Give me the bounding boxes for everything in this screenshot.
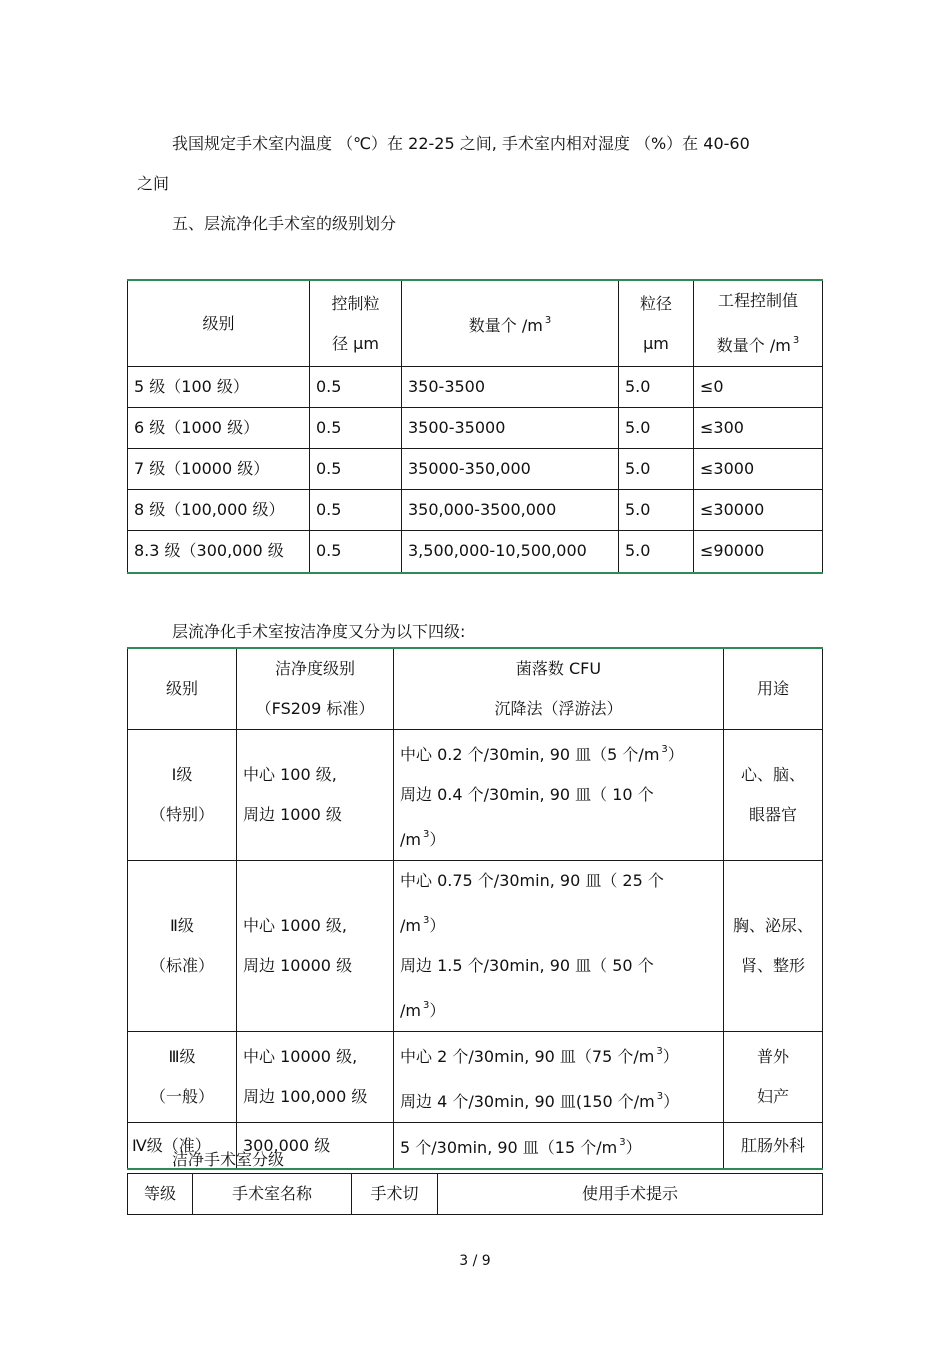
table-row	[128, 490, 823, 531]
table-header-row	[128, 648, 823, 730]
table-row	[128, 449, 823, 490]
table-header-row	[128, 1174, 823, 1215]
table-row	[128, 408, 823, 449]
cell-use: 胸、泌尿、 肾、整形	[724, 861, 823, 1032]
cell-level: 7 级（10000 级）	[128, 449, 310, 490]
header-cut: 手术切	[352, 1174, 438, 1215]
header-use: 用途	[724, 648, 823, 730]
table-row	[128, 367, 823, 408]
cell-use: 普外 妇产	[724, 1032, 823, 1123]
intro-line-2: 之间	[137, 174, 170, 193]
cell-level: 5 级（100 级）	[128, 367, 310, 408]
intro-line-1: 我国规定手术室内温度 （℃）在 22-25 之间, 手术室内相对湿度 （%）在 40-60	[172, 134, 750, 153]
cell-cfu: 中心 2 个/30min, 90 皿（75 个/m $^3$） 周边 4 个/30min, 90 皿(150 个/m $^3$）	[394, 1032, 724, 1123]
cell-psize: 5.0	[619, 408, 694, 449]
header-hint: 使用手术提示	[438, 1174, 823, 1215]
cell-eng: ≤300	[694, 408, 823, 449]
cell-count: 3500-35000	[402, 408, 619, 449]
table-row	[128, 531, 823, 573]
cell-level: Ⅲ级 （一般）	[128, 1032, 237, 1123]
cell-count: 35000-350,000	[402, 449, 619, 490]
table-row	[128, 730, 823, 861]
header-psize: 粒径 μm	[619, 280, 694, 367]
clean-room-heading: 洁净手术室分级	[172, 1150, 285, 1169]
cell-level: Ⅳ级（准）	[128, 1123, 237, 1170]
cell-cfu: 中心 0.75 个/30min, 90 皿（ 25 个 /m $^3$） 周边 1.5 个/30min, 90 皿（ 50 个 /m $^3$）	[394, 861, 724, 1032]
cell-cleanliness: 中心 1000 级, 周边 10000 级	[237, 861, 394, 1032]
cell-level: Ⅱ级 （标准）	[128, 861, 237, 1032]
cell-level: 6 级（1000 级）	[128, 408, 310, 449]
header-particle-size: 控制粒 径 μm	[310, 280, 402, 367]
cell-cleanliness: 中心 100 级, 周边 1000 级	[237, 730, 394, 861]
page-number: 3 / 9	[459, 1253, 491, 1269]
cell-size: 0.5	[310, 490, 402, 531]
subsection-text: 层流净化手术室按洁净度又分为以下四级:	[172, 622, 466, 641]
cell-use: 肛肠外科	[724, 1123, 823, 1170]
clean-room-grade-table	[127, 1173, 823, 1215]
table-header-row	[128, 280, 823, 367]
cell-psize: 5.0	[619, 367, 694, 408]
header-room-name: 手术室名称	[193, 1174, 352, 1215]
cell-size: 0.5	[310, 408, 402, 449]
cleanroom-level-table	[127, 279, 823, 574]
cell-cleanliness: 300,000 级	[237, 1123, 394, 1170]
cell-use: 心、脑、 眼器官	[724, 730, 823, 861]
cell-cfu: 5 个/30min, 90 皿（15 个/m $^3$）	[394, 1123, 724, 1170]
cell-count: 350,000-3500,000	[402, 490, 619, 531]
header-cleanliness: 洁净度级别 （FS209 标准）	[237, 648, 394, 730]
cell-eng: ≤30000	[694, 490, 823, 531]
header-grade: 等级	[128, 1174, 193, 1215]
cell-level: 8.3 级（300,000 级	[128, 531, 310, 573]
header-level: 级别	[128, 280, 310, 367]
cell-psize: 5.0	[619, 531, 694, 573]
cell-size: 0.5	[310, 531, 402, 573]
table-row	[128, 861, 823, 1032]
header-level: 级别	[128, 648, 237, 730]
cell-eng: ≤90000	[694, 531, 823, 573]
table-row	[128, 1032, 823, 1123]
cell-size: 0.5	[310, 367, 402, 408]
header-eng-control: 工程控制值 数量个 /m $^3$	[694, 280, 823, 367]
cell-size: 0.5	[310, 449, 402, 490]
cell-cleanliness: 中心 10000 级, 周边 100,000 级	[237, 1032, 394, 1123]
laminar-flow-table	[127, 647, 823, 1170]
cell-level: Ⅰ级 （特别）	[128, 730, 237, 861]
cell-eng: ≤0	[694, 367, 823, 408]
cell-level: 8 级（100,000 级）	[128, 490, 310, 531]
cell-count: 350-3500	[402, 367, 619, 408]
cell-count: 3,500,000-10,500,000	[402, 531, 619, 573]
header-cfu: 菌落数 CFU 沉降法（浮游法）	[394, 648, 724, 730]
cell-cfu: 中心 0.2 个/30min, 90 皿（5 个/m $^3$） 周边 0.4 个/30min, 90 皿（ 10 个 /m $^3$）	[394, 730, 724, 861]
cell-psize: 5.0	[619, 490, 694, 531]
section-heading-5: 五、层流净化手术室的级别划分	[172, 214, 397, 233]
header-count: 数量个 /m $^3$	[402, 280, 619, 367]
cell-psize: 5.0	[619, 449, 694, 490]
cell-eng: ≤3000	[694, 449, 823, 490]
